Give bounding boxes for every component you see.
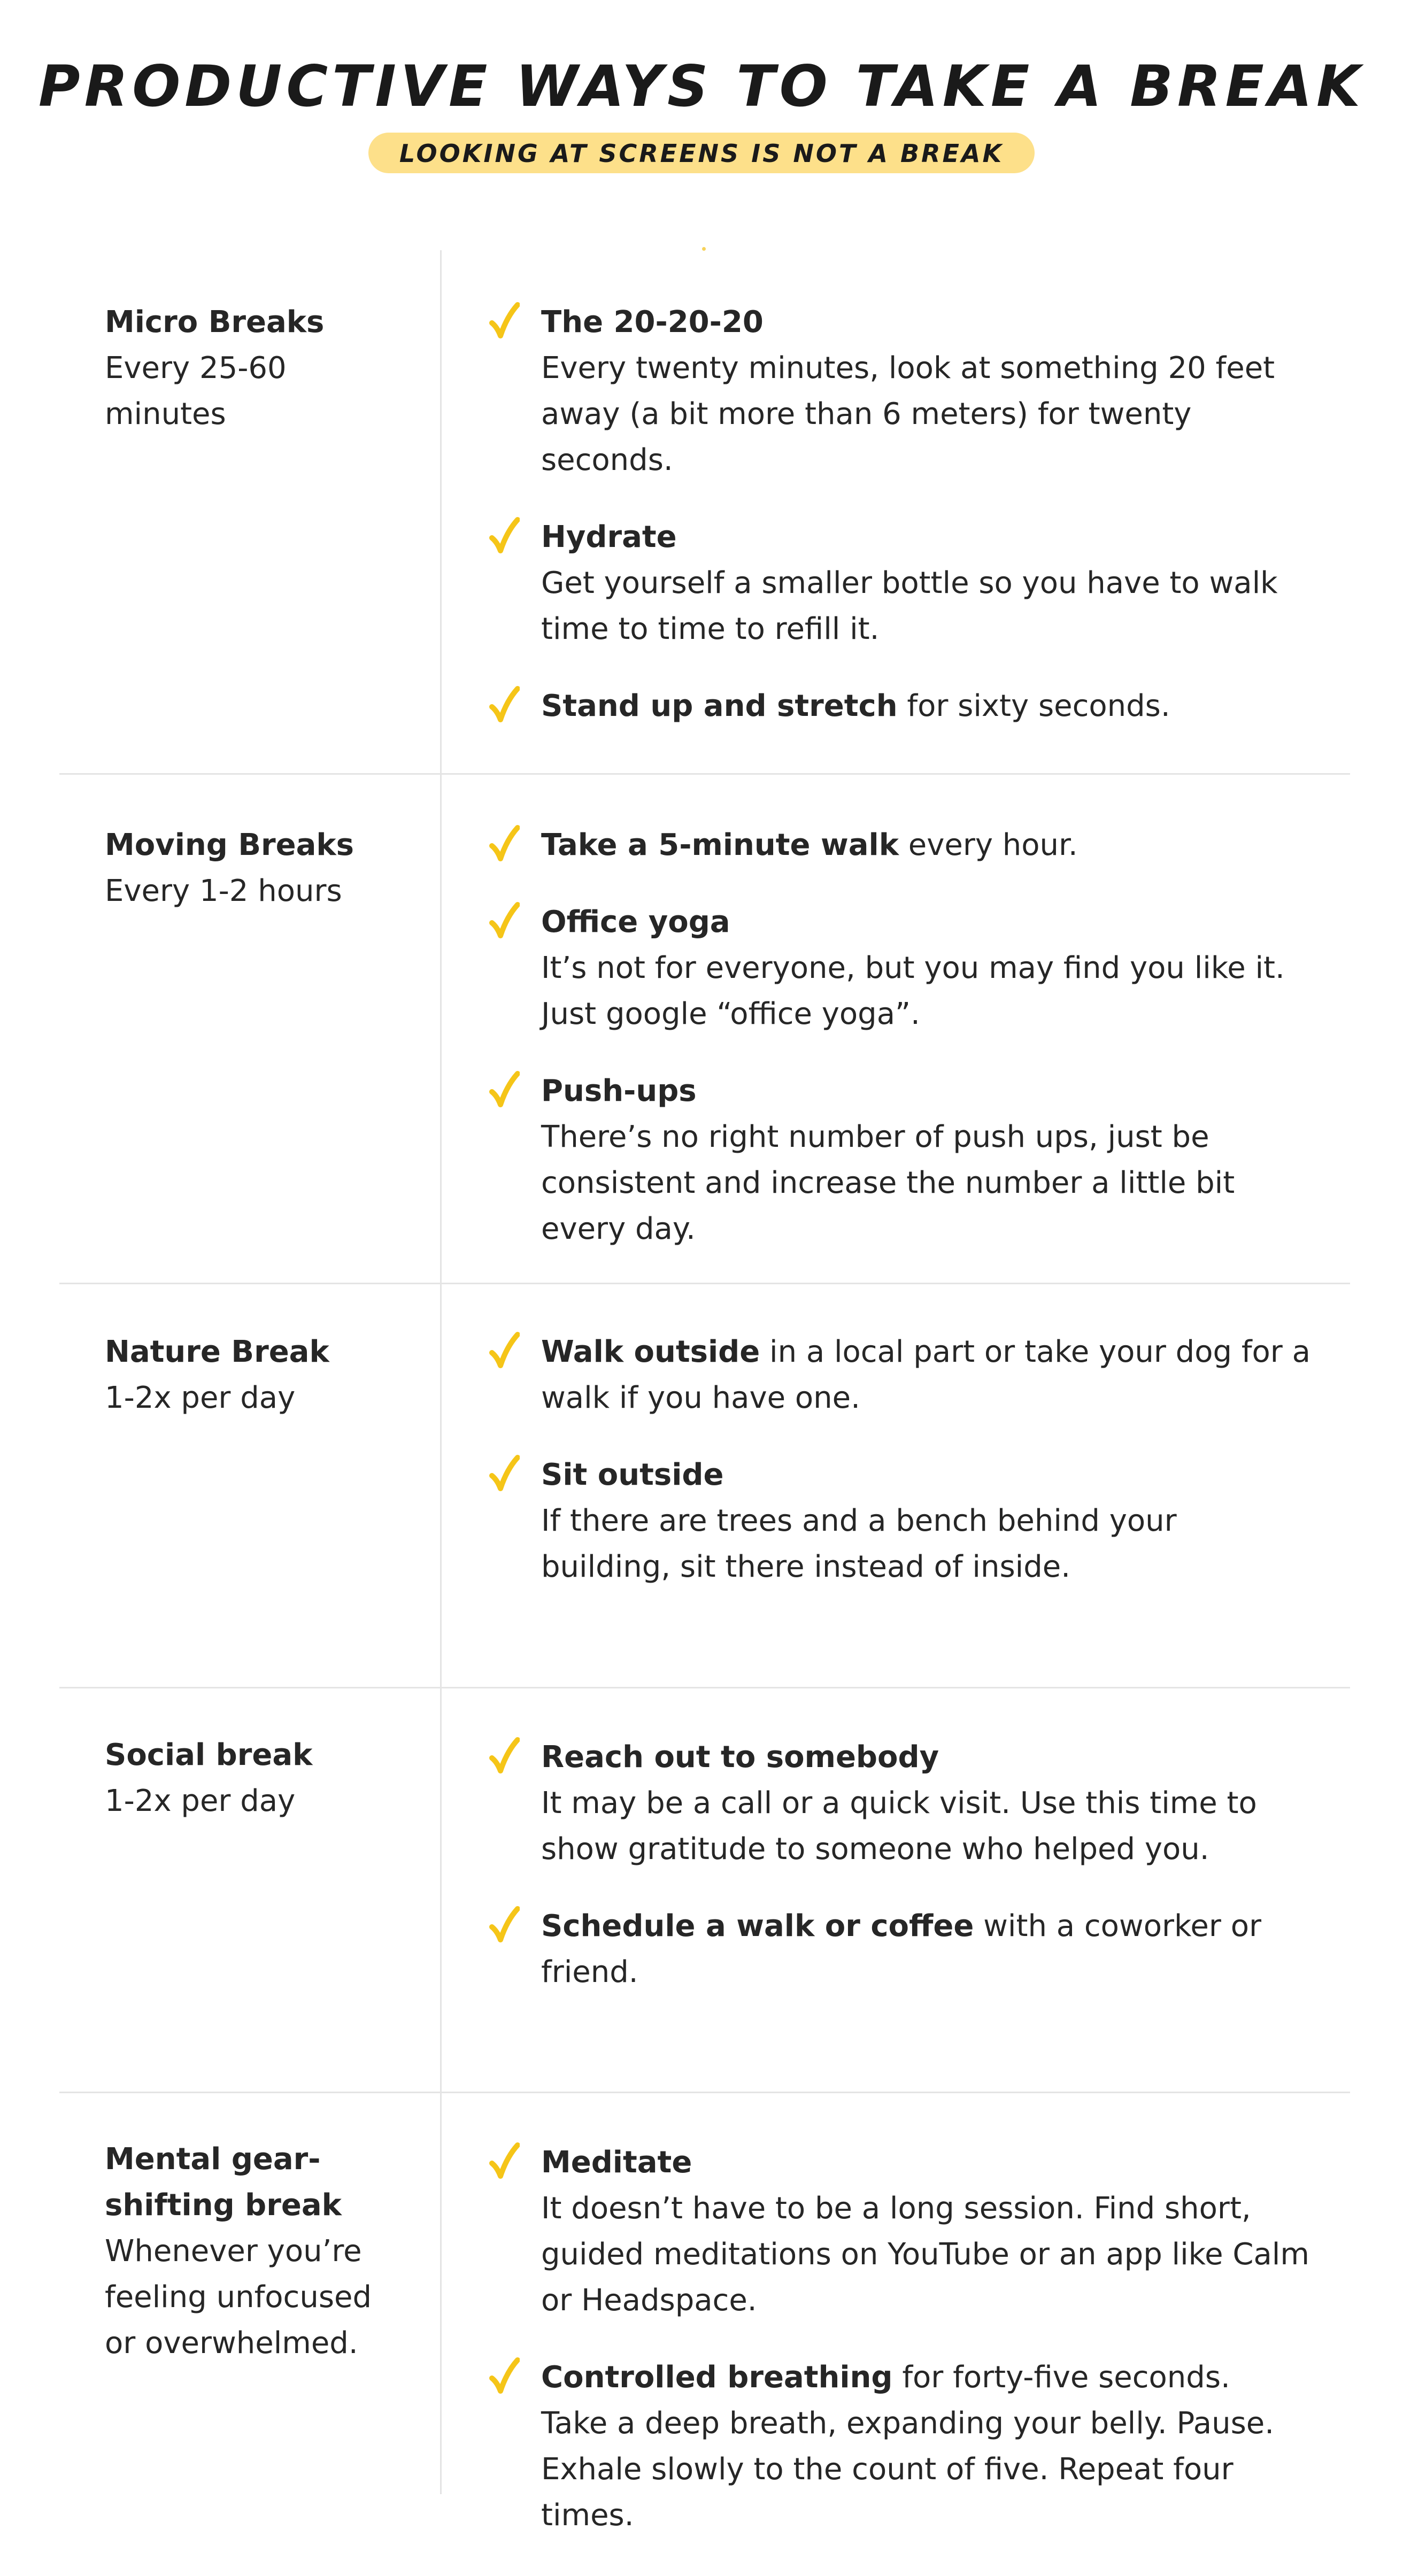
decorative-dot xyxy=(702,247,706,251)
tip-description: Take a deep breath, expanding your belly. Pause. Exhale slowly to the count of five. Repeat four times. xyxy=(541,2406,1275,2533)
category-frequency: 1-2x per day xyxy=(105,1784,296,1818)
category-frequency: Every 1-2 hours xyxy=(105,874,342,908)
check-icon xyxy=(489,1070,520,1109)
tip-title: The 20-20-20 xyxy=(541,305,764,340)
check-icon xyxy=(489,1906,520,1944)
tip-title: Take a 5-minute walk xyxy=(541,828,899,862)
tip-item xyxy=(481,822,1315,868)
tip-inline-text: in a local part or take your dog for a walk if you have one. xyxy=(541,1335,1311,1415)
tip-description: It may be a call or a quick visit. Use this time to show gratitude to someone who helped you. xyxy=(541,1786,1257,1867)
column-divider xyxy=(440,250,442,773)
tip-description: It doesn’t have to be a long session. Find short, guided meditations on YouTube or an app like Calm or Headspace. xyxy=(541,2191,1309,2318)
tip-item xyxy=(481,299,1315,483)
break-category xyxy=(105,822,415,914)
tip-item xyxy=(481,1068,1315,1252)
tip-title: Reach out to somebody xyxy=(541,1740,939,1775)
tips-list xyxy=(481,299,1315,760)
tip-title: Sit outside xyxy=(541,1457,724,1492)
tips-list xyxy=(481,1734,1315,2026)
category-name: Moving Breaks xyxy=(105,828,354,862)
row-divider xyxy=(59,1687,1350,1688)
tip-title: Stand up and stretch xyxy=(541,689,898,723)
check-icon xyxy=(489,824,520,863)
check-icon xyxy=(489,1454,520,1493)
row-divider xyxy=(59,773,1350,775)
tip-inline-text: with a coworker or friend. xyxy=(541,1909,1261,1989)
category-frequency: Every 25-60 minutes xyxy=(105,351,287,431)
tip-title: Walk outside xyxy=(541,1335,760,1369)
row-divider xyxy=(59,2092,1350,2093)
tip-title: Schedule a walk or coffee xyxy=(541,1909,974,1943)
tips-list xyxy=(481,1329,1315,1621)
tip-inline-text: every hour. xyxy=(898,828,1078,862)
tip-item xyxy=(481,899,1315,1037)
tip-item xyxy=(481,2140,1315,2324)
category-name: Micro Breaks xyxy=(105,305,325,340)
tip-title: Office yoga xyxy=(541,905,730,939)
column-divider xyxy=(440,1284,442,1687)
check-icon xyxy=(489,2357,520,2395)
check-icon xyxy=(489,516,520,555)
break-category xyxy=(105,1329,415,1421)
tip-title: Push-ups xyxy=(541,1074,697,1108)
tip-description: It’s not for everyone, but you may find you like it. Just google “office yoga”. xyxy=(541,951,1285,1031)
tips-list xyxy=(481,822,1315,1283)
category-name: Social break xyxy=(105,1738,313,1772)
tip-inline-text: for forty-five seconds. xyxy=(892,2360,1230,2395)
break-category xyxy=(105,1732,415,1824)
tip-title: Meditate xyxy=(541,2145,692,2180)
category-name: Mental gear-shifting break xyxy=(105,2142,342,2223)
tip-item xyxy=(481,1734,1315,1872)
category-frequency: Whenever you’re feeling unfocused or overwhelmed. xyxy=(105,2234,372,2361)
check-icon xyxy=(489,1737,520,1775)
check-icon xyxy=(489,685,520,724)
column-divider xyxy=(440,1688,442,2092)
break-category xyxy=(105,299,415,437)
break-category xyxy=(105,2137,415,2366)
tips-list xyxy=(481,2140,1315,2570)
tip-inline-text: for sixty seconds. xyxy=(897,689,1170,723)
column-divider xyxy=(440,2093,442,2494)
check-icon xyxy=(489,302,520,340)
tip-description: There’s no right number of push ups, just be consistent and increase the number a little bit every day. xyxy=(541,1120,1235,1246)
check-icon xyxy=(489,2142,520,2180)
tip-description: If there are trees and a bench behind your building, sit there instead of inside. xyxy=(541,1503,1177,1584)
page-title: PRODUCTIVE WAYS TO TAKE A BREAK xyxy=(38,53,1365,119)
column-divider xyxy=(440,775,442,1283)
category-name: Nature Break xyxy=(105,1335,329,1369)
tip-description: Every twenty minutes, look at something 20 feet away (a bit more than 6 meters) for twenty seconds. xyxy=(541,351,1275,477)
check-icon xyxy=(489,1331,520,1370)
tip-item xyxy=(481,1903,1315,1995)
check-icon xyxy=(489,901,520,940)
tip-title: Hydrate xyxy=(541,520,677,554)
tip-item xyxy=(481,1452,1315,1590)
tip-item xyxy=(481,1329,1315,1421)
tip-item xyxy=(481,2355,1315,2539)
subtitle-banner xyxy=(0,133,1403,173)
tip-title: Controlled breathing xyxy=(541,2360,893,2395)
category-frequency: 1-2x per day xyxy=(105,1380,296,1415)
tip-description: Get yourself a smaller bottle so you have to walk time to time to refill it. xyxy=(541,566,1278,646)
subtitle-highlight: LOOKING AT SCREENS IS NOT A BREAK xyxy=(368,133,1035,173)
tip-item xyxy=(481,683,1315,729)
tip-item xyxy=(481,514,1315,652)
